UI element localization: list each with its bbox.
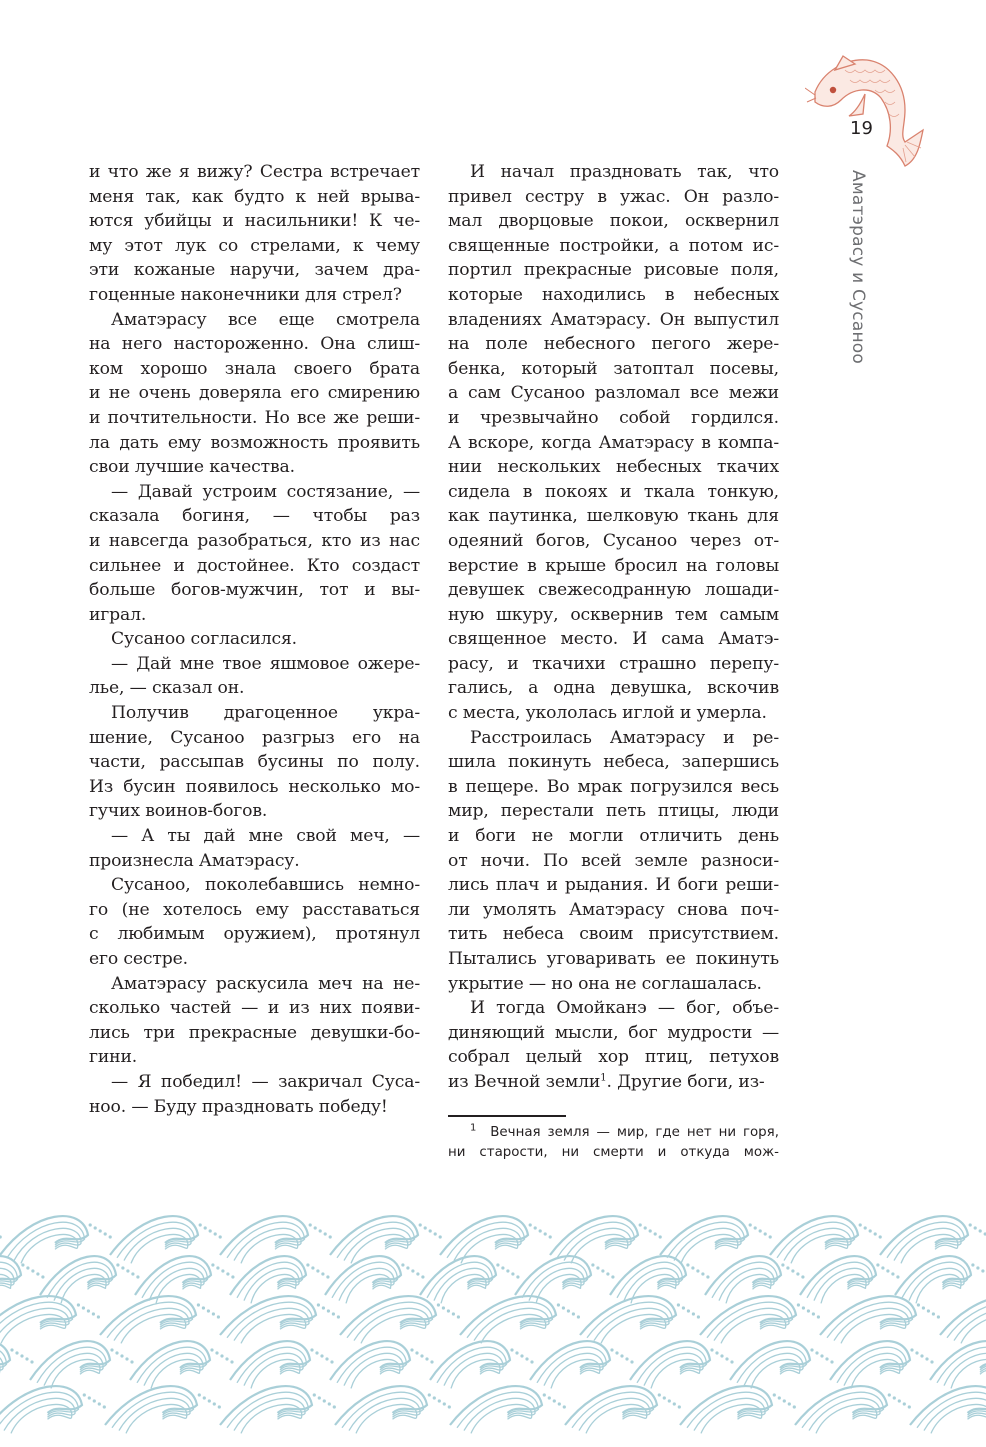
text-line: собрал целый хор птиц, петухов — [448, 1047, 779, 1068]
text-line: мал дворцовые покои, осквернил — [448, 211, 779, 232]
wave-crest — [135, 1256, 234, 1303]
wave-crest — [0, 1296, 100, 1343]
wave-crest — [335, 1386, 451, 1433]
wave-crest — [910, 1386, 986, 1433]
wave-crest — [440, 1216, 552, 1263]
text-line: тить небеса своим присутствием. — [448, 924, 779, 945]
text-line: — Дай мне твое яшмовое ожере- — [111, 653, 420, 674]
wave-crest — [0, 1341, 34, 1388]
text-line: сколько частей — и из них появи- — [89, 998, 420, 1019]
footnote-marker: 1 — [470, 1122, 477, 1134]
right-column — [448, 160, 779, 1095]
text-line: шение, Сусаноо разгрыз его на — [89, 727, 420, 748]
wave-crest — [630, 1341, 734, 1388]
wave-crest — [530, 1341, 634, 1388]
text-line: Аматэрасу все еще смотрела — [111, 309, 420, 330]
wave-pattern — [0, 1185, 986, 1447]
text-line: а сам Сусаноо разломал все межи — [448, 383, 779, 404]
text-line: верстие в крыше бросил на головы — [448, 555, 779, 576]
text-line: расу, и ткачихи страшно перепу- — [448, 653, 779, 674]
text-line: Получив драгоценное укра- — [111, 703, 420, 724]
text-line: больше богов-мужчин, тот и вы- — [89, 580, 420, 601]
wave-crest — [100, 1296, 220, 1343]
wave-crest — [930, 1341, 986, 1388]
text-line: эти кожаные наручи, зачем дра- — [89, 260, 420, 281]
text-line: Из бусин появилось несколько мо- — [89, 776, 420, 797]
text-line: с любимым оружием), протянул — [89, 924, 420, 945]
text-line: и не очень доверяла его смирению — [89, 383, 420, 404]
text-line: как паутинка, шелковую ткань для — [448, 506, 779, 527]
text-line: шила покинуть небеса, запершись — [448, 752, 779, 773]
text-line: бенка, который затоптал посевы, — [448, 358, 779, 379]
text-line: лись плач и рыдания. И боги реши- — [448, 875, 779, 896]
text-line: Расстроилась Аматэрасу и ре- — [470, 727, 779, 748]
text-line: и чрезвычайно собой гордился. — [448, 407, 779, 428]
text-line: произнесла Аматэрасу. — [89, 850, 300, 871]
text-line: с места, укололась иглой и умерла. — [448, 703, 767, 724]
wave-crest — [610, 1256, 710, 1303]
text-line: гучих воинов-богов. — [89, 801, 268, 822]
left-column — [89, 160, 420, 1119]
text-line: лье, — сказал он. — [89, 678, 245, 699]
footnote-divider — [448, 1115, 566, 1117]
text-line: владениях Аматэрасу. Он выпустил — [448, 309, 779, 330]
wave-crest — [940, 1296, 986, 1343]
text-line: — А ты дай мне свой меч, — — [111, 826, 420, 847]
text-line: священные постройки, а потом ис- — [448, 235, 779, 256]
wave-crest — [580, 1296, 700, 1343]
text-line: и почтительности. Но все же реши- — [89, 407, 420, 428]
running-title: Аматэрасу и Сусаноо — [848, 170, 868, 364]
text-line: И начал праздновать так, что — [470, 162, 779, 182]
text-line: на него настороженно. Она слиш- — [89, 334, 420, 355]
wave-crest — [420, 1256, 520, 1303]
text-line: его сестре. — [89, 949, 188, 969]
koi-fish-icon — [805, 50, 930, 170]
text-line: привел сестру в ужас. Он разло- — [448, 186, 779, 207]
text: . Другие боги, из- — [606, 1071, 765, 1092]
text-line: мир, перестали петь птицы, люди — [448, 801, 779, 822]
wave-crest — [770, 1216, 882, 1263]
text-line: диняющий мысли, бог мудрости — — [448, 1022, 779, 1043]
wave-crest — [795, 1386, 911, 1433]
text-line: Аматэрасу раскусила меч на не- — [111, 973, 420, 994]
text-line: и что же я вижу? Сестра встречает — [89, 162, 420, 182]
wave-crest — [220, 1386, 336, 1433]
text-line: ются убийцы и насильники! К че- — [89, 211, 420, 232]
text-line: сидела в покоях и ткала тонкую, — [448, 481, 779, 502]
text-line: одеяний богов, Сусаноо через от- — [448, 530, 779, 551]
text-line: Сусаноо согласился. — [111, 629, 297, 650]
wave-crest — [460, 1296, 580, 1343]
wave-crest — [0, 1386, 106, 1433]
text-line — [448, 1070, 779, 1095]
text-line: играл. — [89, 604, 147, 625]
wave-crest — [450, 1386, 566, 1433]
wave-crest — [565, 1386, 681, 1433]
footnote-line — [448, 1123, 779, 1143]
text-line: укрытие — но она не соглашалась. — [448, 973, 762, 994]
text-line: му этот лук со стрелами, к чему — [89, 235, 420, 256]
text-line: ную шкуру, осквернив тем самым — [448, 604, 779, 625]
text-line: меня так, как будто к ней врыва- — [89, 186, 420, 207]
wave-crest — [110, 1216, 222, 1263]
text-line: которые находились в небесных — [448, 284, 779, 305]
text-line: Сусаноо, поколебавшись немно- — [111, 875, 420, 896]
page-number: 19 — [850, 118, 873, 139]
text-line: сильнее и достойнее. Кто создаст — [89, 555, 420, 576]
text-line: и боги не могли отличить день — [448, 826, 779, 847]
text-line: ноо. — Буду праздновать победу! — [89, 1096, 388, 1117]
wave-crest — [820, 1296, 940, 1343]
text-line: свои лучшие качества. — [89, 457, 295, 478]
text-line: девушек свежесодранную лошади- — [448, 580, 779, 601]
wave-crest — [130, 1341, 234, 1388]
text-line: от ночи. По всей земле разноси- — [448, 850, 779, 871]
wave-crest — [730, 1341, 834, 1388]
wave-crest — [105, 1386, 221, 1433]
wave-crest — [700, 1296, 820, 1343]
footnote-line: ни старости, ни смерти и откуда мож- — [448, 1145, 779, 1160]
text-line: портил прекрасные рисовые поля, — [448, 260, 779, 281]
text-line: А вскоре, когда Аматэрасу в компа- — [448, 432, 779, 453]
wave-crest — [30, 1341, 134, 1388]
text-line: ком хорошо знала своего брата — [89, 358, 420, 379]
wave-crest — [830, 1341, 934, 1388]
text-line: в пещере. Во мрак погрузился весь — [448, 776, 779, 797]
wave-crest — [430, 1341, 534, 1388]
text-line: гини. — [89, 1047, 138, 1068]
wave-crest — [705, 1256, 805, 1303]
text-line: ла дать ему возможность проявить — [89, 432, 420, 453]
text-line: — Давай устроим состязание, — — [111, 481, 420, 502]
wave-crest — [680, 1386, 796, 1433]
text-line: — Я победил! — закричал Суса- — [111, 1071, 420, 1092]
text-line: лись три прекрасные девушки-бо- — [89, 1022, 420, 1043]
wave-crest — [230, 1341, 334, 1388]
text-line: И тогда Омойканэ — бог, объе- — [470, 998, 779, 1019]
text-line: сказала богиня, — чтобы раз — [89, 506, 420, 527]
text: из Вечной земли — [448, 1071, 601, 1092]
wave-crest — [895, 1256, 986, 1303]
text-line: и навсегда разобраться, кто из нас — [89, 530, 420, 551]
text-line: го (не хотелось ему расставаться — [89, 899, 420, 920]
text-line: части, рассыпав бусины по полу. — [89, 752, 420, 773]
text-line: гоценные наконечники для стрел? — [89, 284, 402, 305]
wave-crest — [330, 1341, 434, 1388]
wave-crest — [340, 1296, 460, 1343]
text-line: ли умолять Аматэрасу снова поч- — [448, 899, 779, 920]
wave-crest — [880, 1216, 986, 1263]
text-line: нии нескольких небесных ткачих — [448, 457, 779, 478]
text-line: гались, а одна девушка, вскочив — [448, 678, 779, 699]
footnote-ref: 1 — [600, 1072, 607, 1084]
footnote-text: Вечная земля — мир, где нет ни горя, — [490, 1125, 779, 1140]
wave-crest — [220, 1296, 340, 1343]
text-line: Пытались уговаривать ее покинуть — [448, 949, 779, 969]
text-line: на поле небесного пегого жере- — [448, 334, 779, 355]
text-line: священное место. И сама Аматэ- — [448, 629, 779, 650]
